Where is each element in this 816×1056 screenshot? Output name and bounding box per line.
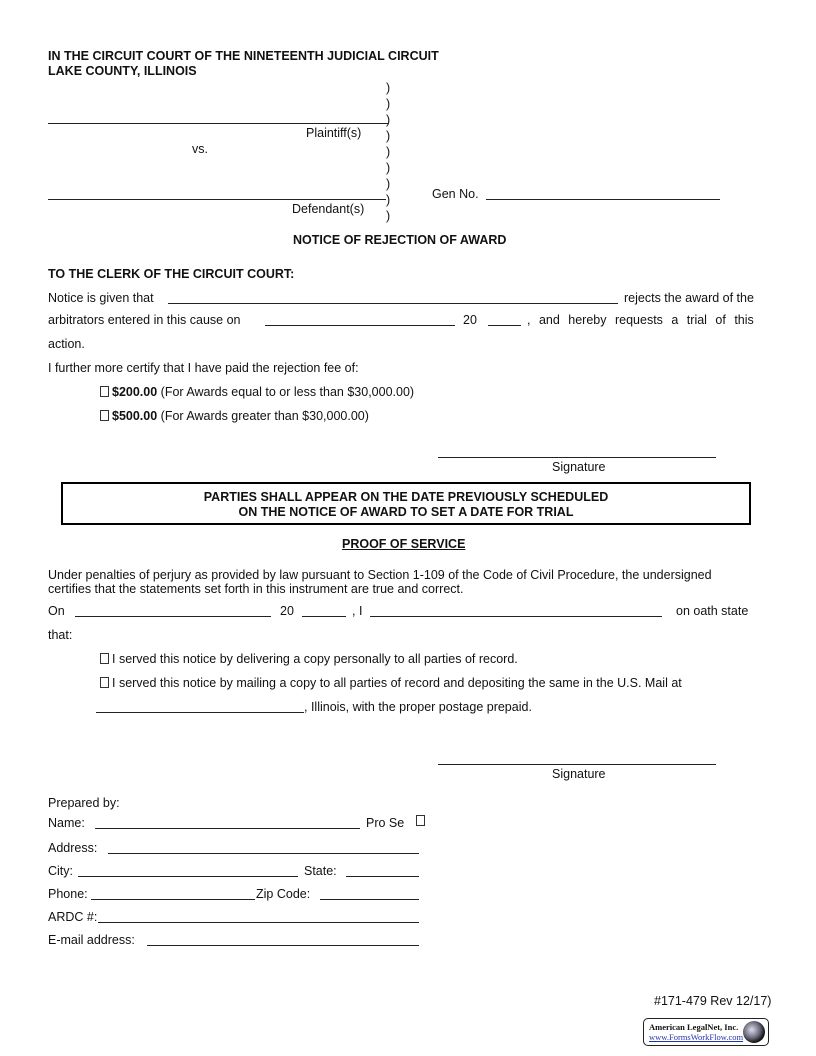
fee-option-500[interactable]: $500.00 (For Awards greater than $30,000.00) (100, 409, 369, 423)
address-label: Address: (48, 841, 98, 855)
signature-label: Signature (552, 460, 606, 474)
county-name: LAKE COUNTY, ILLINOIS (48, 64, 197, 78)
proof-text: On (48, 604, 65, 618)
proof-text: , I (352, 604, 363, 618)
signature-line[interactable] (438, 764, 716, 765)
form-number: #171-479 Rev 12/17) (654, 994, 772, 1008)
notice-text: arbitrators entered in this cause on (48, 313, 241, 327)
proof-text: on oath state (676, 604, 749, 618)
service-date-field[interactable] (75, 616, 271, 617)
zip-field[interactable] (320, 899, 419, 900)
award-year-field[interactable] (488, 325, 521, 326)
name-field[interactable] (95, 828, 360, 829)
phone-field[interactable] (91, 899, 255, 900)
state-field[interactable] (346, 876, 419, 877)
gen-no-label: Gen No. (432, 187, 479, 201)
service-year-field[interactable] (302, 616, 346, 617)
plaintiff-label: Plaintiff(s) (306, 126, 362, 140)
zip-label: Zip Code: (256, 887, 311, 901)
proof-text: 20 (280, 604, 294, 618)
form-title: NOTICE OF REJECTION OF AWARD (293, 233, 507, 247)
notice-text: rejects the award of the (624, 291, 754, 305)
ardc-label: ARDC #: (48, 910, 98, 924)
caption-parens: ) ) ) ) ) ) ) ) ) (386, 81, 391, 223)
address-field[interactable] (108, 853, 419, 854)
party-name-field[interactable] (168, 303, 618, 304)
prepared-by-label: Prepared by: (48, 796, 120, 810)
checkbox[interactable] (100, 653, 109, 664)
mail-city-field[interactable] (96, 712, 304, 713)
notice-text: , and hereby requests a trial of this (527, 313, 754, 327)
proof-text: Under penalties of perjury as provided by law pursuant to Section 1-109 of the Code of Civil Procedure, the undersigned (48, 568, 712, 582)
notice-text: Notice is given that (48, 291, 154, 305)
city-field[interactable] (78, 876, 298, 877)
to-clerk: TO THE CLERK OF THE CIRCUIT COURT: (48, 267, 295, 281)
notice-text: 20 (463, 313, 477, 327)
city-label: City: (48, 864, 73, 878)
american-legalnet-logo: American LegalNet, Inc. www.FormsWorkFlow.com (643, 1018, 769, 1046)
notice-text: action. (48, 337, 85, 351)
service-option-personal[interactable]: I served this notice by delivering a copy personally to all parties of record. (100, 652, 518, 666)
checkbox[interactable] (100, 410, 109, 421)
proof-text: , Illinois, with the proper postage prepaid. (304, 700, 532, 714)
checkbox[interactable] (100, 677, 109, 688)
proof-text: that: (48, 628, 73, 642)
certify-text: I further more certify that I have paid the rejection fee of: (48, 361, 359, 375)
trial-notice-banner: PARTIES SHALL APPEAR ON THE DATE PREVIOUSLY SCHEDULED ON THE NOTICE OF AWARD TO SET A DATE FOR TRIAL (61, 482, 751, 525)
pro-se-checkbox[interactable] (416, 815, 425, 826)
checkbox[interactable] (100, 386, 109, 397)
server-name-field[interactable] (370, 616, 662, 617)
email-field[interactable] (147, 945, 419, 946)
vs-label: vs. (192, 142, 208, 156)
pro-se-label: Pro Se (366, 816, 405, 830)
proof-title: PROOF OF SERVICE (342, 537, 466, 551)
signature-line[interactable] (438, 457, 716, 458)
globe-icon (743, 1021, 765, 1043)
defendant-line[interactable] (48, 199, 386, 200)
email-label: E-mail address: (48, 933, 135, 947)
award-date-field[interactable] (265, 325, 455, 326)
ardc-field[interactable] (98, 922, 419, 923)
phone-label: Phone: (48, 887, 88, 901)
signature-label: Signature (552, 767, 606, 781)
proof-text: certifies that the statements set forth in this instrument are true and correct. (48, 582, 464, 596)
court-name: IN THE CIRCUIT COURT OF THE NINETEENTH JUDICIAL CIRCUIT (48, 49, 439, 63)
gen-no-field[interactable] (486, 199, 720, 200)
fee-option-200[interactable]: $200.00 (For Awards equal to or less than $30,000.00) (100, 385, 414, 399)
plaintiff-line[interactable] (48, 123, 388, 124)
defendant-label: Defendant(s) (292, 202, 365, 216)
service-option-mail[interactable]: I served this notice by mailing a copy to all parties of record and depositing the same in the U.S. Mail at (100, 676, 682, 690)
state-label: State: (304, 864, 337, 878)
name-label: Name: (48, 816, 85, 830)
